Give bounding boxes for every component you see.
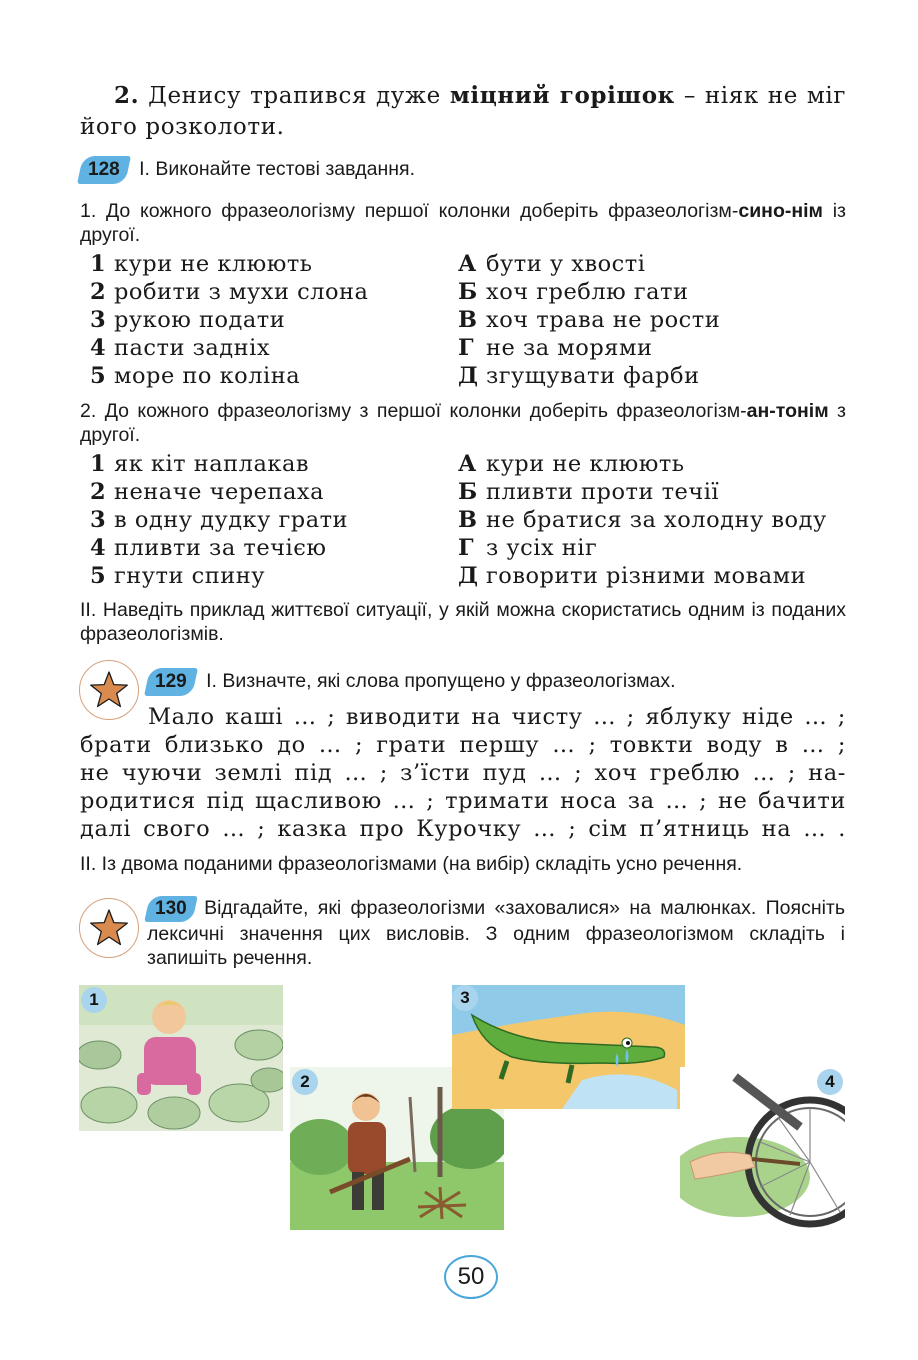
picture-3-crocodile [452,985,685,1109]
right-column-item: Д говорити різними мовами [458,563,807,589]
phrase-row [90,334,850,362]
phrase-row [90,362,850,390]
picture-number-2: 2 [292,1069,318,1095]
right-column-item: В хоч трава не рости [458,307,721,333]
phrase-row [90,562,850,590]
picture-1-cabbages [79,985,283,1131]
picture-number-4: 4 [817,1069,843,1095]
left-column-item: 4 пливти за течією [90,535,327,561]
left-column-item: 1 як кіт наплакав [90,451,310,477]
right-column-item: А бути у хвості [458,251,646,277]
exercise-129-part-2: ІІ. Із двома поданими фразеологізмами (на вибір) складіть усно речення. [80,853,743,875]
exercise-130-text: 130 Відгадайте, які фразеологізми «заховалися» на малюнках. Поясніть лексичні значення цих висловів. З одним фразеологізмом складіть і запишіть речення. [147,896,845,970]
phrase-row [90,478,850,506]
left-column-item: 2 неначе черепаха [90,479,324,505]
exercise-128-task-1: 1. До кожного фразеологізму першої колонки доберіть фразеологізм-сино-нім із другої. [80,200,846,246]
exercise-129-title: І. Визначте, які слова пропущено у фразеологізмах. [206,670,676,692]
exercise-129-line: не чуючи землі під … ; з’їсти пуд … ; хоч греблю … ; на- [80,760,846,786]
star-icon [79,898,139,958]
phrase-row [90,278,850,306]
intro-number: 2. [114,82,140,109]
exercise-128-list-antonyms [90,450,850,590]
picture-number-3: 3 [452,985,478,1011]
phrase-row [90,506,850,534]
left-column-item: 5 море по коліна [90,363,301,389]
left-column-item: 3 рукою подати [90,307,286,333]
phrase-row [90,306,850,334]
phrase-row [90,450,850,478]
left-column-item: 5 гнути спину [90,563,265,589]
right-column-item: Г з усіх ніг [458,535,598,561]
exercise-128-task-2: 2. До кожного фразеологізму з першої колонки доберіть фразеологізм-ан-тонім з другої. [80,400,846,446]
right-column-item: Б пливти проти течії [458,479,720,505]
intro-bold-phrase: міцний горішок [449,82,675,109]
picture-number-1: 1 [81,987,107,1013]
intro-paragraph [80,80,846,143]
exercise-128-list-synonyms [90,250,850,390]
intro-text: Денису трапився дуже [148,83,450,109]
right-column-item: Б хоч греблю гати [458,279,689,305]
phrase-row [90,250,850,278]
left-column-item: 4 пасти задніх [90,335,271,361]
exercise-128-title: І. Виконайте тестові завдання. [139,158,415,180]
exercise-129-line: родитися під щасливою … ; тримати носа за … ; не бачити [80,788,846,814]
exercise-129-header [147,668,676,696]
exercise-129-badge: 129 [144,668,198,696]
exercise-130-badge: 130 [144,896,197,922]
exercise-129-text [80,703,846,843]
page-number: 50 [444,1255,498,1299]
right-column-item: А кури не клюють [458,451,685,477]
left-column-item: 3 в одну дудку грати [90,507,349,533]
phrase-row [90,534,850,562]
exercise-129-line: брати близько до … ; грати першу … ; товкти воду в … ; [80,732,846,758]
exercise-128-part-2: ІІ. Наведіть приклад життєвої ситуації, у якій можна скористатись одним із поданих фразеологізмів. [80,599,846,645]
exercise-128-badge: 128 [77,156,131,184]
exercise-128-header [80,156,415,184]
picture-4-bicycle [680,1067,845,1230]
right-column-item: Г не за морями [458,335,653,361]
right-column-item: В не братися за холодну воду [458,507,827,533]
left-column-item: 1 кури не клюють [90,251,313,277]
left-column-item: 2 робити з мухи слона [90,279,369,305]
exercise-129-line: Мало каші … ; виводити на чисту … ; яблуку ніде … ; [148,704,846,730]
right-column-item: Д згущувати фарби [458,363,700,389]
exercise-129-line: далі свого … ; казка про Курочку … ; сім п’ятниць на … . [80,816,846,842]
intro-text-end: – ніяк не міг його розколоти. [80,83,846,140]
